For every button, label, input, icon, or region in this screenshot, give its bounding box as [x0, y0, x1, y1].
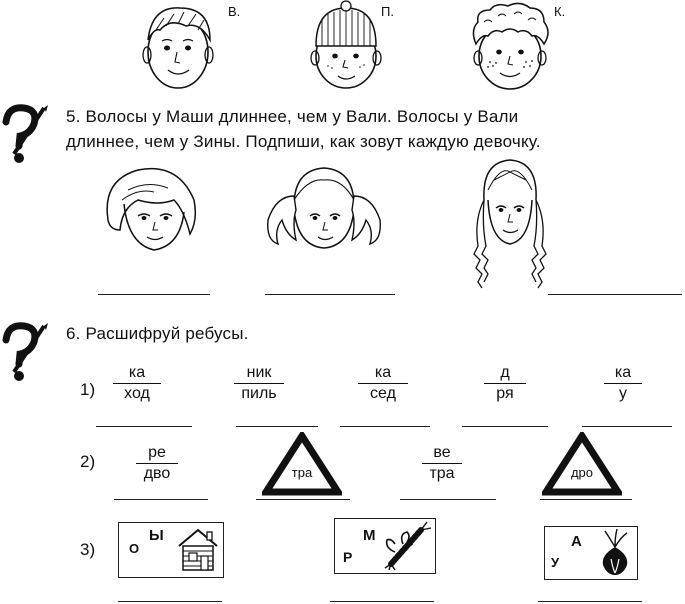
face-label-p: П.: [381, 4, 394, 19]
task5-text-line1: 5. Волосы у Маши длиннее, чем у Вали. Волосы у Вали: [66, 107, 519, 126]
fraction-top: ка: [374, 364, 392, 381]
fraction-top: ка: [128, 364, 146, 381]
answer-line[interactable]: [256, 499, 350, 500]
triangle-text: дро: [570, 465, 594, 480]
rebus-triangle: [542, 432, 622, 496]
rebus-fraction: [136, 444, 178, 483]
answer-line[interactable]: [582, 426, 672, 427]
rebus-fraction: [234, 364, 284, 403]
answer-line[interactable]: [462, 426, 548, 427]
rebus-fraction: [358, 364, 408, 403]
fraction-top: ник: [246, 364, 272, 381]
rebus-picture-box: [334, 518, 436, 574]
house-icon: [175, 526, 221, 572]
rebus-fraction: [484, 364, 526, 403]
fraction-bottom: ря: [496, 385, 514, 402]
girl-face-long-braids: [460, 150, 560, 290]
onion-icon: [595, 529, 635, 577]
answer-line-girl-1[interactable]: [98, 294, 210, 295]
rebus-letter: Ы: [149, 527, 164, 544]
fraction-bottom: у: [619, 385, 627, 402]
fraction-top: ка: [614, 364, 632, 381]
fraction-top: ве: [433, 444, 451, 461]
fraction-bottom: ход: [124, 385, 150, 402]
question-pen-icon: [0, 104, 50, 166]
rebus-triangle: [262, 432, 342, 496]
rebus-fraction: [422, 444, 462, 483]
fraction-bottom: тра: [429, 465, 455, 482]
boy-face-3: [460, 0, 560, 100]
row3-label: 3): [80, 540, 96, 559]
face-label-k: К.: [554, 4, 566, 19]
fraction-bottom: сед: [370, 385, 396, 402]
fraction-bottom: дво: [143, 465, 171, 482]
rebus-letter: У: [551, 555, 560, 570]
answer-line-girl-3[interactable]: [548, 294, 682, 295]
face-label-v: В.: [228, 4, 241, 19]
triangle-text: тра: [291, 465, 313, 480]
question-pen-icon: [0, 322, 50, 384]
task6-title: 6. Расшифруй ребусы.: [66, 324, 249, 343]
row2-label: 2): [80, 452, 96, 471]
task5-text-line2: длиннее, чем у Зины. Подпиши, как зовут каждую девочку.: [66, 132, 541, 151]
crayfish-icon: [381, 520, 433, 572]
answer-line[interactable]: [400, 499, 496, 500]
rebus-letter: О: [129, 541, 140, 556]
boy-face-1: [130, 0, 230, 100]
answer-line[interactable]: [340, 426, 430, 427]
rebus-picture-box: [118, 522, 224, 578]
rebus-fraction: [604, 364, 642, 403]
fraction-top: ре: [148, 444, 166, 461]
answer-line[interactable]: [118, 601, 222, 602]
rebus-letter: А: [571, 533, 582, 550]
fraction-bottom: пиль: [241, 385, 277, 402]
answer-line-girl-2[interactable]: [265, 294, 395, 295]
rebus-letter: М: [363, 527, 376, 544]
rebus-letter: Р: [343, 549, 353, 565]
row1-label: 1): [80, 380, 96, 399]
rebus-fraction: [113, 364, 161, 403]
answer-line[interactable]: [114, 499, 208, 500]
answer-line[interactable]: [540, 499, 632, 500]
answer-line[interactable]: [236, 426, 318, 427]
answer-line[interactable]: [330, 601, 434, 602]
fraction-top: д: [500, 364, 510, 381]
answer-line[interactable]: [538, 601, 642, 602]
girl-face-pigtails: [258, 160, 388, 256]
rebus-picture-box: [544, 526, 638, 580]
answer-line[interactable]: [96, 426, 192, 427]
girl-face-short-hair: [98, 160, 210, 256]
